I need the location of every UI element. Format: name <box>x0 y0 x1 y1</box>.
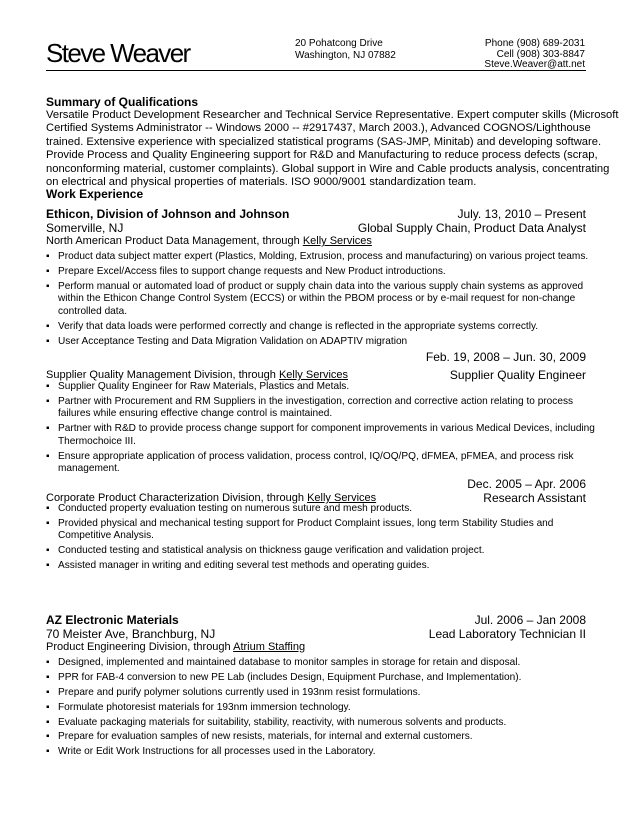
corporate-product-title: Research Assistant <box>483 491 586 505</box>
cell-number: Cell (908) 303-8847 <box>496 49 585 60</box>
ethicon-company: Ethicon, Division of Johnson and Johnson <box>46 207 290 221</box>
list-item: ▪ Conducted testing and statistical analysis on thickness gauge verification and validation project. <box>46 545 591 558</box>
list-item: ▪ Ensure appropriate application of process validation, process control, IQ/OQ/PQ, dFMEA, pFMEA, and process risk management. <box>46 451 591 476</box>
az-department: Product Engineering Division, through <box>46 641 234 653</box>
address-line-2: Washington, NJ 07882 <box>295 50 396 61</box>
ethicon-agency-link[interactable]: Kelly Services <box>302 235 372 247</box>
list-item: ▪ Formulate photoresist materials for 193nm immersion technology. <box>46 702 591 715</box>
supplier-quality-agency-link[interactable]: Kelly Services <box>278 369 349 381</box>
az-header-row <box>46 613 586 628</box>
address-line-1: 20 Pohatcong Drive <box>295 38 383 49</box>
list-item: ▪ Write or Edit Work Instructions for all processes used in the Laboratory. <box>46 746 591 759</box>
list-item: ▪ Product data subject matter expert (Plastics, Molding, Extrusion, process and manufacturing) on various project teams. <box>46 251 591 264</box>
ethicon-location: Somerville, NJ <box>46 221 124 235</box>
list-item: ▪ Assisted manager in writing and editing several test methods and operating guides. <box>46 560 591 573</box>
list-item: ▪ Conducted property evaluation testing on numerous suture and mesh products. <box>46 503 591 516</box>
list-item: ▪ Prepare for evaluation samples of new resists, materials, for internal and external customers. <box>46 731 591 744</box>
supplier-quality-department: Supplier Quality Management Division, through <box>46 369 279 381</box>
summary-text <box>46 109 619 189</box>
summary-line: nonconforming material, customer complaints). Global support in Wire and Cable products analysis, concentrating <box>46 162 610 175</box>
az-bullet-list <box>46 657 591 761</box>
ethicon-header-row <box>46 207 586 222</box>
az-location: 70 Meister Ave, Branchburg, NJ <box>46 627 216 641</box>
az-dates: Jul. 2006 – Jan 2008 <box>474 613 586 627</box>
summary-line: Versatile Product Development Researcher and Technical Service Representative. Expert computer skills (Microsoft <box>46 109 619 121</box>
ethicon-location-row <box>46 221 586 236</box>
list-item: ▪ Prepare Excel/Access files to support change requests and New Product introductions. <box>46 266 591 279</box>
list-item: ▪ Partner with Procurement and RM Suppliers in the investigation, correction and corrective action relating to process failures while ensuring effective change control is maintained. <box>46 396 591 421</box>
list-item: ▪ Partner with R&D to provide process change support for component improvements in various Medical Devices, including Thermochoice III. <box>46 423 591 448</box>
list-item: ▪ Perform manual or automated load of product or supply chain data into the various supply chain systems as approved within the Ethicon Change Control System (ECCS) or within the PBOM process or by e-mail request for non-change controlled data. <box>46 281 591 319</box>
ethicon-department: North American Product Data Management, through <box>46 235 303 247</box>
list-item: ▪ Supplier Quality Engineer for Raw Materials, Plastics and Metals. <box>46 381 591 394</box>
supplier-quality-title: Supplier Quality Engineer <box>449 368 586 382</box>
summary-line: Certified Systems Administrator -- Windows 2000 -- #2917437, March 2003.), Advanced COGNOS/Lighthouse <box>46 122 591 135</box>
list-item: ▪ User Acceptance Testing and Data Migration Validation on ADAPTIV migration <box>46 336 591 349</box>
list-item: ▪ Provided physical and mechanical testing support for Product Complaint issues, long term Stability Studies and Competitive Analysis. <box>46 518 591 543</box>
corporate-product-dates: Dec. 2005 – Apr. 2006 <box>467 477 586 491</box>
list-item: ▪ Evaluate packaging materials for suitability, stability, reactivity, with numerous solvents and products. <box>46 717 591 730</box>
az-location-row <box>46 627 586 642</box>
summary-line: Provide Process and Quality Engineering support for R&D and Manufacturing to reduce process defects (scrap, <box>46 149 598 162</box>
az-agency-link[interactable]: Atrium Staffing <box>233 641 306 653</box>
summary-line: trained. Extensive experience with specialized statistical programs (SAS-JMP, Minitab) and developing software. <box>46 135 602 148</box>
az-department-row <box>46 641 586 656</box>
list-item: ▪ Verify that data loads were performed correctly and change is reflected in the appropriate systems correctly. <box>46 321 591 334</box>
ethicon-title: Global Supply Chain, Product Data Analyst <box>357 221 586 235</box>
work-experience-heading: Work Experience <box>46 187 144 201</box>
corporate-product-agency-link[interactable]: Kelly Services <box>307 492 377 504</box>
candidate-name: Steve Weaver <box>46 38 190 68</box>
list-item: ▪ Designed, implemented and maintained database to monitor samples in storage for retain and disposal. <box>46 657 591 670</box>
list-item: ▪ Prepare and purify polymer solutions currently used in 193nm resist formulations. <box>46 687 591 700</box>
az-company: AZ Electronic Materials <box>46 613 179 627</box>
corporate-product-bullet-list <box>46 503 591 575</box>
header-divider <box>46 70 586 71</box>
corporate-product-department: Corporate Product Characterization Division, through <box>46 492 308 504</box>
summary-heading: Summary of Qualifications <box>46 95 199 109</box>
corporate-product-dates-row <box>46 477 586 492</box>
supplier-quality-dates: Feb. 19, 2008 – Jun. 30, 2009 <box>425 350 586 364</box>
supplier-quality-bullet-list <box>46 381 595 478</box>
ethicon-department-row <box>46 235 586 250</box>
summary-line: on electrical and physical properties of materials. ISO 9000/9001 standardization team. <box>46 176 477 189</box>
az-title: Lead Laboratory Technician II <box>428 627 586 641</box>
supplier-quality-dates-row <box>46 350 586 365</box>
list-item: ▪ PPR for FAB-4 conversion to new PE Lab (includes Design, Equipment Purchase, and Implementation). <box>46 672 591 685</box>
phone-number: Phone (908) 689-2031 <box>484 38 585 49</box>
ethicon-bullet-list <box>46 251 591 351</box>
email-address: Steve.Weaver@att.net <box>484 59 585 70</box>
ethicon-dates: July. 13, 2010 – Present <box>457 207 586 221</box>
